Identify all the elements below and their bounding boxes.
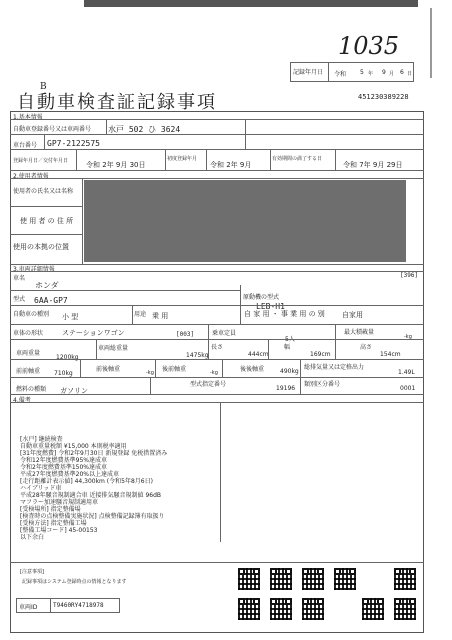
front-rear-axle: -kg [146,370,154,376]
engine-model-label: 原動機の型式 [243,294,280,301]
expiry-date: 令和 7年 9月 29日 [343,161,403,169]
scan-edge-mark [430,8,432,78]
vehicle-name-label: 車名 [13,275,26,282]
engine-model: LEB-H1 [256,302,285,311]
rear-front-axle-label: 後前軸重 [162,366,187,373]
gross-weight: 1475kg [186,352,209,359]
first-year-label: 初度登録年月 [167,156,198,162]
qr-code-icon [362,598,384,620]
qr-code-icon [238,598,260,620]
private-business-label: 自 家 用 ・ 事 業 用 の 別 [244,310,325,318]
max-load-value: -kg [404,334,412,340]
front-front-axle-label: 前前軸重 [16,368,41,375]
remark-line: 平成28年騒音規制適合車 近接排気騒音規制値 96dB [20,492,162,499]
record-year-unit: 年 [368,71,374,77]
registration-number: 水戸 502 ひ 3624 [108,125,181,134]
remark-line: [受検方法] 指定整備工場 [20,520,87,527]
body-code: [003] [176,331,195,338]
record-day-unit: 日 [407,71,413,77]
first-reg-label: 登録年月日／交付年月日 [13,158,69,164]
remark-line: [検査時の点検整備実施状況] 点検整備記録簿有取扱り [20,513,165,520]
category-label: 類別区分番号 [304,381,341,388]
document-number: 451230389228 [358,93,409,101]
record-era: 令和 [334,71,347,78]
vehicle-name: ホンダ [35,281,59,290]
remark-line: [走行距離計表示値] 44,300km (令和5年8月6日) [20,478,153,485]
width-value: 169cm [310,351,331,358]
first-reg-date: 令和 2年 9月 30日 [86,161,146,169]
vehicle-id-value: T9460RY4718978 [53,602,104,609]
rear-rear-axle: 490kg [280,368,299,375]
front-front-axle: 710kg [54,370,73,377]
record-month-unit: 月 [389,71,395,77]
user-address-label: 使 用 者 の 住 所 [20,217,74,225]
remark-line: 以下余白 [20,534,45,541]
remark-line: [31年度燃費] 令和2年9月30日 新規登録 免税措置済み [20,450,168,457]
fuel-type-label: 燃料の種類 [16,386,47,393]
displacement-label: 総排気量又は定格出力 [304,364,365,371]
qr-code-icon [394,568,416,590]
body-shape-label: 車体の形状 [13,330,44,337]
document-title: 自動車検査証記録事項 [17,92,217,113]
use-label: 用途 [134,311,147,318]
expiry-label: 有効期間の満了する日 [272,156,323,162]
first-year-value: 令和 2年 9月 [210,161,252,169]
record-date-label: 記録年月日 [293,69,324,76]
remark-line: ハイブリッド車 [20,485,62,492]
displacement-value: 1.49L [398,369,415,376]
qr-code-icon [394,598,416,620]
capacity-value: 5人 [285,336,295,343]
length-value: 444cm [248,351,269,358]
notes-label: [注意事項] [20,569,44,575]
height-label: 高さ [360,344,373,351]
rear-front-axle: -kg [210,370,218,376]
capacity-label: 乗車定員 [212,330,237,337]
section-basic-info: 1.基本情報 [13,114,43,121]
record-day: 6 [400,69,404,76]
qr-code-icon [302,598,324,620]
letter-b: B [40,82,47,92]
vehicle-weight: 1200kg [56,354,79,361]
vehicle-id-label: 車両ID [19,604,38,611]
category-number: 0001 [400,385,416,392]
vehicle-type-label: 自動車の種別 [13,311,50,318]
designation-label: 型式指定番号 [190,381,227,388]
chassis-number: GP7-2122575 [47,139,100,148]
notes-text: 記録事項はシステム登録時点の情報となります [22,579,127,585]
private-business-value: 自家用 [342,311,363,319]
qr-code-icon [238,568,260,590]
remark-line: [整備工場コード] 45-00153 [20,527,98,534]
registration-label: 自動車登録番号又は車両番号 [13,126,92,133]
rear-rear-axle-label: 後後軸重 [240,366,265,373]
section-remarks: 4.備考 [13,397,31,404]
record-year: 5 [360,69,364,76]
record-month: 9 [382,69,386,76]
section-vehicle-details: 3.車両詳細情報 [13,266,55,273]
vehicle-model: 6AA-GP7 [34,296,68,305]
user-name-label: 使用者の氏名又は名称 [13,188,74,195]
use-value: 乗 用 [152,312,169,320]
max-load-label: 最大積載量 [344,329,375,336]
section-user-info: 2.使用者情報 [13,173,49,180]
qr-code-icon [270,598,292,620]
remark-line: 令和12年度燃費基準95%達成車 [20,457,107,464]
remark-line: 平成27年度燃費基準20%以上達成車 [20,471,119,478]
redacted-user-info [84,180,406,262]
qr-code-icon [270,568,292,590]
remark-line: [水戸] 継続検査 [20,436,63,443]
remark-line: 自動車重量税額 ¥15,000 本則税率適用 [20,443,127,450]
front-rear-axle-label: 前後軸重 [96,366,121,373]
remark-line: マフラー加速騒音規制適用車 [20,499,99,506]
gross-weight-label: 車両総重量 [98,345,129,352]
model-label: 型式 [13,296,26,303]
designation-number: 19196 [276,385,296,392]
qr-code-icon [302,568,324,590]
base-location-label: 使用の本拠の位置 [13,243,69,251]
remark-line: 令和2年度燃費基準150%達成車 [20,464,107,471]
vehicle-code: [396] [400,272,419,279]
chassis-label: 車台番号 [13,142,38,149]
length-label: 長さ [211,344,224,351]
height-value: 154cm [380,351,401,358]
handwritten-number: 1035 [338,32,400,60]
width-label: 幅 [284,344,291,351]
remark-line: [受検場所] 指定整備場 [20,506,81,513]
top-edge-bar [84,0,418,7]
fuel-type: ガソリン [60,387,88,395]
vehicle-weight-label: 車両重量 [16,350,41,357]
body-shape: ステーションワゴン [62,329,125,337]
qr-code-icon [334,568,356,590]
vehicle-type: 小 型 [62,313,79,321]
